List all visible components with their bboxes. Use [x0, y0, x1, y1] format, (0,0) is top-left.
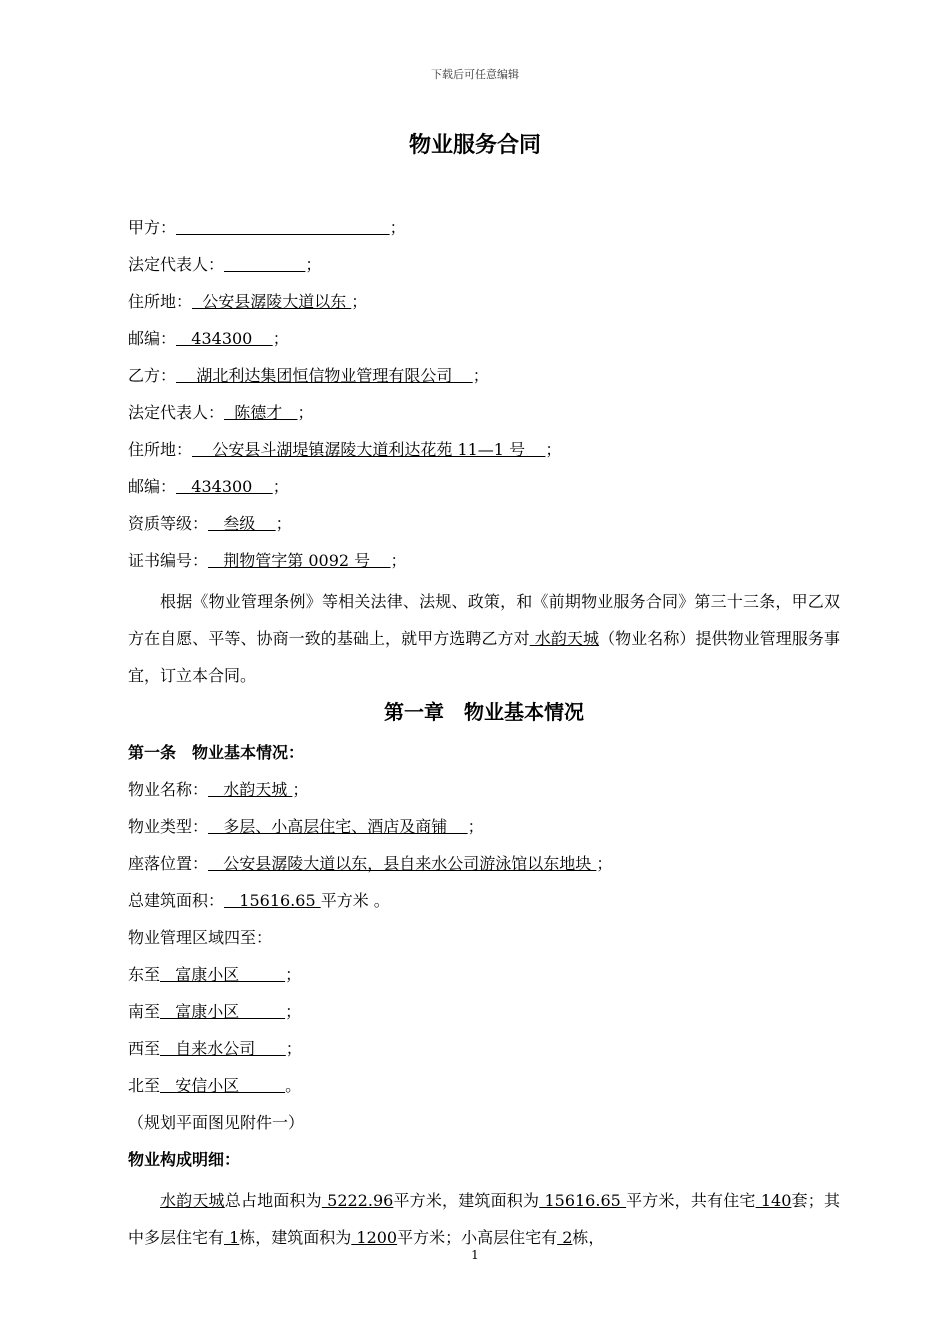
high-rise-count: 2: [557, 1228, 573, 1247]
page-header: 下载后可任意编辑: [431, 68, 519, 81]
west-label: 西至: [128, 1039, 161, 1058]
multi-storey-count: 1: [224, 1228, 240, 1247]
land-area: 5222.96: [321, 1191, 394, 1210]
text: 套；其中多层住宅有: [128, 1191, 840, 1247]
east-label: 东至: [128, 965, 161, 984]
property-name-label: 物业名称：: [128, 780, 209, 799]
punct: ；: [292, 780, 309, 799]
punct: ；: [272, 477, 289, 496]
punct: ；: [389, 218, 406, 237]
east-value: 富康小区: [160, 965, 286, 984]
punct: ；: [545, 440, 562, 459]
party-b-addr-line: [128, 435, 840, 472]
composition-heading: 物业构成明细：: [128, 1150, 241, 1169]
party-a-addr-line: [128, 287, 840, 324]
party-a-label: 甲方：: [128, 218, 177, 237]
party-b-grade-label: 资质等级：: [128, 514, 209, 533]
punct: ；: [285, 1039, 302, 1058]
north-label: 北至: [128, 1076, 161, 1095]
party-b-rep-line: [128, 398, 840, 435]
property-name-value: 水韵天城: [208, 780, 293, 799]
party-b-addr-value: 公安县斗湖堤镇潺陵大道利达花苑 11—1 号: [192, 440, 546, 459]
intro-text-2: （物业名称）提供物业管理服务事宜，订立本合同。: [128, 629, 840, 685]
text: 栋，建筑面积为: [239, 1228, 352, 1247]
punct: ；: [305, 255, 322, 274]
party-b-cert-value: 荆物管字第 0092 号: [208, 551, 391, 570]
property-type-value: 多层、小高层住宅、酒店及商铺: [208, 817, 468, 836]
punct: ；: [272, 329, 289, 348]
north-bound-line: [128, 1071, 840, 1108]
property-name-line: [128, 775, 840, 812]
building-area: 15616.65: [539, 1191, 627, 1210]
document-body: [128, 213, 840, 1256]
total-area-value: 15616.65: [224, 891, 321, 910]
property-location-value: 公安县潺陵大道以东，县自来水公司游泳馆以东地块: [208, 854, 597, 873]
west-bound-line: [128, 1034, 840, 1071]
text: 平方米；小高层住宅有: [397, 1228, 558, 1247]
page-number: 1: [471, 1248, 479, 1262]
multi-storey-area: 1200: [351, 1228, 398, 1247]
party-a-rep-blank: [224, 255, 305, 274]
bounds-label: 物业管理区域四至：: [128, 928, 273, 947]
party-a-addr-label: 住所地：: [128, 292, 193, 311]
party-b-cert-line: [128, 546, 840, 583]
property-location-line: [128, 849, 840, 886]
party-a-rep-line: [128, 250, 840, 287]
intro-text-1: 根据《物业管理条例》等相关法律、法规、政策，和《前期物业服务合同》第三十三条，甲乙双方在自愿、平等、协商一致的基础上，就甲方选聘乙方对: [128, 592, 840, 648]
south-value: 富康小区: [160, 1002, 286, 1021]
west-value: 自来水公司: [160, 1039, 286, 1058]
property-location-label: 座落位置：: [128, 854, 209, 873]
text: 栋，: [572, 1228, 605, 1247]
punct: ；: [275, 514, 292, 533]
composition-paragraph: [128, 1182, 840, 1256]
party-a-zip-label: 邮编：: [128, 329, 177, 348]
party-a-blank: [176, 218, 390, 237]
punct: ；: [472, 366, 489, 385]
plan-note: （规划平面图见附件一）: [128, 1113, 305, 1132]
text: 平方米，建筑面积为: [393, 1191, 540, 1210]
party-b-value: 湖北利达集团恒信物业管理有限公司: [176, 366, 473, 385]
text: 总占地面积为: [224, 1191, 322, 1210]
total-area-unit: 平方米 。: [320, 891, 390, 910]
property-type-line: [128, 812, 840, 849]
punct: 。: [285, 1076, 302, 1095]
punct: ；: [297, 403, 314, 422]
party-b-rep-label: 法定代表人：: [128, 403, 225, 422]
party-b-addr-label: 住所地：: [128, 440, 193, 459]
party-a-rep-label: 法定代表人：: [128, 255, 225, 274]
total-area-line: [128, 886, 840, 923]
punct: ；: [596, 854, 613, 873]
party-b-label: 乙方：: [128, 366, 177, 385]
party-b-zip-line: [128, 472, 840, 509]
party-b-grade-value: 叁级: [208, 514, 276, 533]
chapter-heading: 第一章 物业基本情况: [384, 700, 584, 724]
party-b-line: [128, 361, 840, 398]
composition-name: 水韵天城: [160, 1191, 225, 1210]
party-b-zip-label: 邮编：: [128, 477, 177, 496]
south-label: 南至: [128, 1002, 161, 1021]
punct: ；: [285, 965, 302, 984]
property-type-label: 物业类型：: [128, 817, 209, 836]
punct: ；: [390, 551, 407, 570]
party-b-zip-value: 434300: [176, 477, 273, 496]
north-value: 安信小区: [160, 1076, 286, 1095]
total-area-label: 总建筑面积：: [128, 891, 225, 910]
east-bound-line: [128, 960, 840, 997]
home-count: 140: [755, 1191, 792, 1210]
punct: ；: [467, 817, 484, 836]
punct: ；: [351, 292, 368, 311]
party-a-zip-value: 434300: [176, 329, 273, 348]
party-a-zip-line: [128, 324, 840, 361]
punct: ；: [285, 1002, 302, 1021]
document-title: 物业服务合同: [408, 133, 541, 158]
intro-property-name: 水韵天城: [529, 629, 600, 648]
south-bound-line: [128, 997, 840, 1034]
article-heading: 第一条 物业基本情况：: [128, 743, 305, 762]
intro-paragraph: [128, 583, 840, 694]
text: 平方米，共有住宅: [626, 1191, 756, 1210]
party-b-grade-line: [128, 509, 840, 546]
party-a-addr-value: 公安县潺陵大道以东: [192, 292, 352, 311]
party-b-cert-label: 证书编号：: [128, 551, 209, 570]
party-b-rep-value: 陈德才: [224, 403, 298, 422]
party-a-line: [128, 213, 840, 250]
